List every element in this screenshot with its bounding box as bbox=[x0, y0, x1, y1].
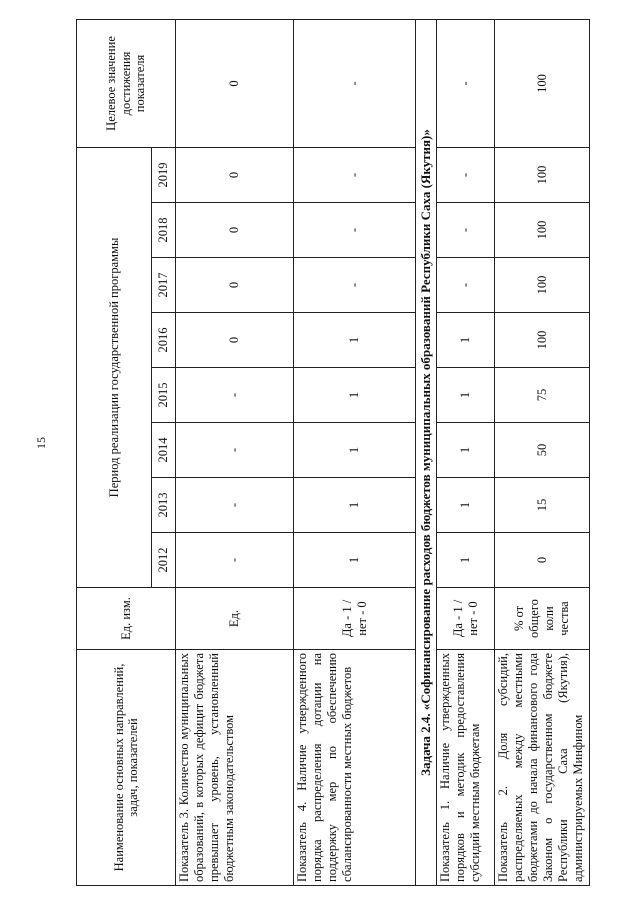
table-row bbox=[176, 19, 294, 885]
value-cell: 100 bbox=[495, 147, 590, 202]
year-header: 2015 bbox=[152, 368, 176, 423]
value-cell: 1 bbox=[294, 478, 416, 533]
indicator-name: Показатель 4. Наличие утвержденного порядка распределения дотации на поддержку мер по обеспечению сбалансированности местных бюджетов bbox=[294, 650, 416, 886]
value-cell: - bbox=[294, 147, 416, 202]
value-cell: - bbox=[437, 147, 495, 202]
header-period: Период реализации государственной программы bbox=[77, 147, 152, 587]
value-cell: 0 bbox=[495, 533, 590, 588]
target-cell: 100 bbox=[495, 19, 590, 147]
task-row bbox=[416, 19, 437, 885]
rotated-page bbox=[76, 20, 585, 886]
value-cell: - bbox=[176, 478, 294, 533]
value-cell: 1 bbox=[294, 423, 416, 478]
value-cell: 1 bbox=[437, 533, 495, 588]
value-cell: - bbox=[294, 203, 416, 258]
value-cell: 100 bbox=[495, 203, 590, 258]
header-row bbox=[77, 19, 152, 885]
year-header: 2016 bbox=[152, 313, 176, 368]
year-header: 2012 bbox=[152, 533, 176, 588]
unit-cell: % от общего коли чества bbox=[495, 588, 590, 650]
value-cell: 1 bbox=[294, 368, 416, 423]
value-cell: 100 bbox=[495, 258, 590, 313]
value-cell: - bbox=[294, 258, 416, 313]
target-cell: 0 bbox=[176, 19, 294, 147]
unit-cell: Да - 1 /нет - 0 bbox=[294, 588, 416, 650]
indicator-name: Показатель 3. Количество муниципальных образований, в которых дефицит бюджета превышает уровень, установленный бюджетным законодательством bbox=[176, 650, 294, 886]
year-header: 2019 bbox=[152, 147, 176, 202]
value-cell: 0 bbox=[176, 313, 294, 368]
value-cell: 1 bbox=[437, 423, 495, 478]
year-header: 2017 bbox=[152, 258, 176, 313]
unit-cell: Ед. bbox=[176, 588, 294, 650]
target-cell: - bbox=[437, 19, 495, 147]
year-header: 2018 bbox=[152, 203, 176, 258]
value-cell: 1 bbox=[294, 313, 416, 368]
value-cell: 1 bbox=[294, 533, 416, 588]
indicator-name: Показатель 2. Доля субсидий, распределяемых между местными бюджетами до начала финансового года Законом о государственном бюджете Республики Саха (Якутия), администрируемых Минфином bbox=[495, 650, 590, 886]
table-row bbox=[294, 19, 416, 885]
indicator-name: Показатель 1. Наличие утвержденных порядков и методик предоставления субсидий местным бюджетам bbox=[437, 650, 495, 886]
value-cell: 15 bbox=[495, 478, 590, 533]
value-cell: - bbox=[437, 258, 495, 313]
header-target: Целевое значение достижения показателя bbox=[77, 19, 176, 147]
table-container bbox=[76, 20, 585, 886]
target-cell: - bbox=[294, 19, 416, 147]
table-row bbox=[495, 19, 590, 885]
header-name: Наименование основных направлений, задач, показателей bbox=[77, 650, 176, 886]
value-cell: 1 bbox=[437, 478, 495, 533]
value-cell: - bbox=[176, 533, 294, 588]
value-cell: 1 bbox=[437, 368, 495, 423]
year-header: 2014 bbox=[152, 423, 176, 478]
value-cell: 1 bbox=[437, 313, 495, 368]
unit-cell: Да - 1 /нет - 0 bbox=[437, 588, 495, 650]
value-cell: - bbox=[437, 203, 495, 258]
value-cell: - bbox=[176, 423, 294, 478]
table-row bbox=[437, 19, 495, 885]
header-unit: Ед. изм. bbox=[77, 588, 176, 650]
value-cell: 50 bbox=[495, 423, 590, 478]
value-cell: 0 bbox=[176, 147, 294, 202]
year-header: 2013 bbox=[152, 478, 176, 533]
value-cell: 75 bbox=[495, 368, 590, 423]
indicators-table bbox=[76, 19, 590, 886]
value-cell: 0 bbox=[176, 203, 294, 258]
task-heading: Задача 2.4. «Софинансирование расходов бюджетов муниципальных образований Республики Саха (Якутия)» bbox=[416, 19, 437, 885]
page-number: 15 bbox=[34, 437, 48, 449]
value-cell: 0 bbox=[176, 258, 294, 313]
value-cell: - bbox=[176, 368, 294, 423]
value-cell: 100 bbox=[495, 313, 590, 368]
